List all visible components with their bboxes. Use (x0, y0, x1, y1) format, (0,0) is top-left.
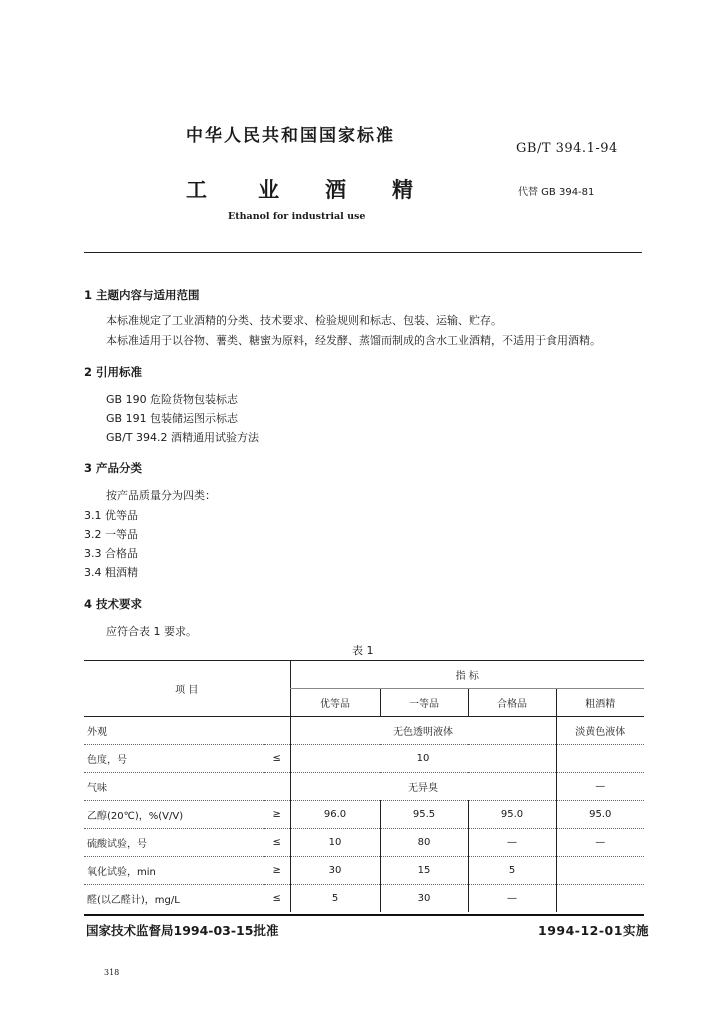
grade-header: 一等品 (380, 689, 468, 717)
replaces-standard: 代替 GB 394-81 (518, 187, 595, 198)
approval-date: 国家技术监督局1994-03-15批准 (86, 923, 279, 938)
index-header: 指 标 (290, 661, 644, 689)
reference-item: GB/T 394.2 酒精通用试验方法 (106, 431, 259, 444)
table-row (84, 773, 644, 801)
table-cell (556, 885, 644, 913)
section-1-para-2: 本标准适用于以谷物、薯类、糖蜜为原料，经发酵、蒸馏而制成的含水工业酒精，不适用于食用酒精。 (106, 334, 601, 347)
table-row (84, 857, 644, 885)
table-row (84, 745, 644, 773)
comparison-symbol: ≥ (272, 809, 281, 820)
grade-item: 3.2 一等品 (84, 528, 138, 541)
table-cell: — (556, 829, 644, 857)
property-name: 醛(以乙醛计)，mg/L (87, 895, 180, 906)
grade-header: 粗酒精 (556, 689, 644, 717)
property-name: 乙醇(20℃)，%(V/V) (87, 811, 184, 822)
crude-value (556, 745, 644, 773)
section-2-heading: 2 引用标准 (84, 365, 143, 379)
table-cell: 5 (290, 885, 380, 913)
table-cell: — (468, 829, 556, 857)
table-cell: 96.0 (290, 801, 380, 829)
table-cell: 5 (468, 857, 556, 885)
grade-header: 合格品 (468, 689, 556, 717)
reference-item: GB 191 包装储运图示标志 (106, 412, 239, 425)
table-cell: 95.0 (556, 801, 644, 829)
merged-value: 无异臭 (290, 773, 556, 801)
section-1-heading: 1 主题内容与适用范围 (84, 288, 200, 302)
main-title-char-1: 工 (186, 178, 207, 202)
section-3-intro: 按产品质量分为四类： (106, 489, 216, 502)
crude-value: — (556, 773, 644, 801)
english-title: Ethanol for industrial use (228, 211, 366, 222)
property-name: 硫酸试验，号 (87, 839, 147, 850)
comparison-symbol: ≤ (272, 753, 281, 764)
table-row (84, 717, 644, 745)
crude-value: 淡黄色液体 (556, 717, 644, 745)
standard-number: GB/T 394.1-94 (516, 141, 618, 156)
grade-item: 3.3 合格品 (84, 547, 138, 560)
grade-header: 优等品 (290, 689, 380, 717)
table-row (84, 885, 644, 913)
comparison-symbol (264, 773, 290, 801)
comparison-symbol (264, 717, 290, 745)
property-name: 外观 (87, 727, 107, 738)
property-name: 色度，号 (87, 755, 127, 766)
implementation-date: 1994-12-01实施 (538, 923, 649, 938)
main-title-char-2: 业 (258, 178, 279, 202)
comparison-symbol: ≤ (272, 893, 281, 904)
table-cell: — (468, 885, 556, 913)
grade-item: 3.4 粗酒精 (84, 566, 138, 579)
table-cell: 95.5 (380, 801, 468, 829)
table-cell: 95.0 (468, 801, 556, 829)
section-3-heading: 3 产品分类 (84, 461, 143, 475)
reference-item: GB 190 危险货物包装标志 (106, 393, 239, 406)
merged-value: 10 (290, 745, 556, 773)
property-name: 气味 (87, 783, 107, 794)
section-1-para-1: 本标准规定了工业酒精的分类、技术要求、检验规则和标志、包装、运输、贮存。 (106, 314, 502, 327)
requirements-table (84, 660, 644, 912)
item-header: 项 目 (84, 661, 290, 717)
table-cell: 30 (380, 885, 468, 913)
footer-divider (84, 914, 644, 916)
table-cell: 15 (380, 857, 468, 885)
table-row (84, 829, 644, 857)
standard-category-title: 中华人民共和国国家标准 (186, 126, 395, 146)
table-cell: 30 (290, 857, 380, 885)
table-cell: 10 (290, 829, 380, 857)
header-divider (84, 252, 642, 253)
table-header-row (84, 661, 644, 689)
table-cell: 80 (380, 829, 468, 857)
page-number: 318 (104, 968, 120, 977)
merged-value: 无色透明液体 (290, 717, 556, 745)
table-cell (556, 857, 644, 885)
main-title-char-3: 酒 (325, 178, 346, 202)
grade-item: 3.1 优等品 (84, 509, 138, 522)
table-row (84, 801, 644, 829)
property-name: 氧化试验，min (87, 867, 156, 878)
section-4-heading: 4 技术要求 (84, 597, 143, 611)
comparison-symbol: ≥ (272, 865, 281, 876)
table-caption: 表 1 (352, 644, 374, 657)
main-title-char-4: 精 (392, 178, 413, 202)
comparison-symbol: ≤ (272, 837, 281, 848)
section-4-intro: 应符合表 1 要求。 (106, 625, 197, 638)
